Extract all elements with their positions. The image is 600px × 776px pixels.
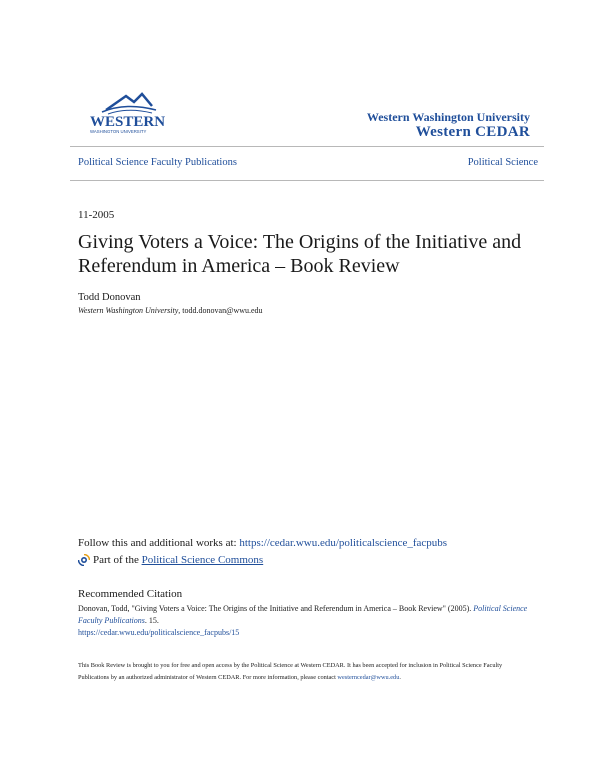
part-of-line: [78, 554, 263, 566]
institution-name[interactable]: Western Washington University: [366, 110, 530, 124]
part-of-prefix: Part of the: [93, 554, 139, 566]
commons-network-icon: [78, 554, 90, 566]
recommended-citation-heading: Recommended Citation: [78, 588, 183, 600]
contact-email-link[interactable]: westerncedar@wwu.edu: [337, 674, 400, 681]
citation-url-link[interactable]: https://cedar.wwu.edu/politicalscience_facpubs/15: [78, 628, 240, 637]
western-logo[interactable]: [86, 88, 168, 134]
access-notice-end: .: [399, 674, 401, 681]
nav-divider: [70, 180, 544, 181]
publication-date: 11-2005: [78, 209, 115, 221]
citation-text: [78, 603, 528, 639]
institution-block: [367, 110, 530, 141]
political-science-commons-link[interactable]: Political Science Commons: [141, 554, 264, 566]
access-notice-text: This Book Review is brought to you for free and open access by the Political Science at Western CEDAR. It has been accepted for inclusion in Political Science Faculty Publications by an authorized administrator of Western CEDAR. For more information, please contact: [78, 662, 503, 681]
author-name: Todd Donovan: [78, 292, 141, 303]
repository-name[interactable]: Western CEDAR: [415, 124, 530, 140]
follow-prefix: Follow this and additional works at:: [78, 537, 240, 549]
top-divider: [70, 146, 544, 147]
mountain-logo-icon: [86, 88, 168, 134]
logo-wordmark: WESTERN: [90, 114, 166, 130]
citation-main: Donovan, Todd, "Giving Voters a Voice: The Origins of the Initiative and Referendum in America – Book Review" (2005).: [78, 604, 474, 613]
citation-series: Political Science Faculty Publications: [78, 604, 528, 625]
follow-line: [78, 537, 447, 549]
citation-number: . 15.: [144, 616, 159, 625]
affiliation-institution: Western Washington University: [78, 306, 179, 315]
author-affiliation: [78, 306, 263, 315]
collection-url-link[interactable]: https://cedar.wwu.edu/politicalscience_facpubs: [239, 537, 448, 549]
access-notice: [78, 660, 528, 684]
collection-link[interactable]: Political Science Faculty Publications: [78, 157, 237, 168]
logo-subtext: WASHINGTON UNIVERSITY: [90, 129, 147, 134]
author-email[interactable]: , todd.donovan@wwu.edu: [178, 306, 263, 315]
department-link[interactable]: Political Science: [467, 157, 538, 168]
article-title: Giving Voters a Voice: The Origins of the Initiative and Referendum in America – Book Review: [78, 231, 522, 277]
